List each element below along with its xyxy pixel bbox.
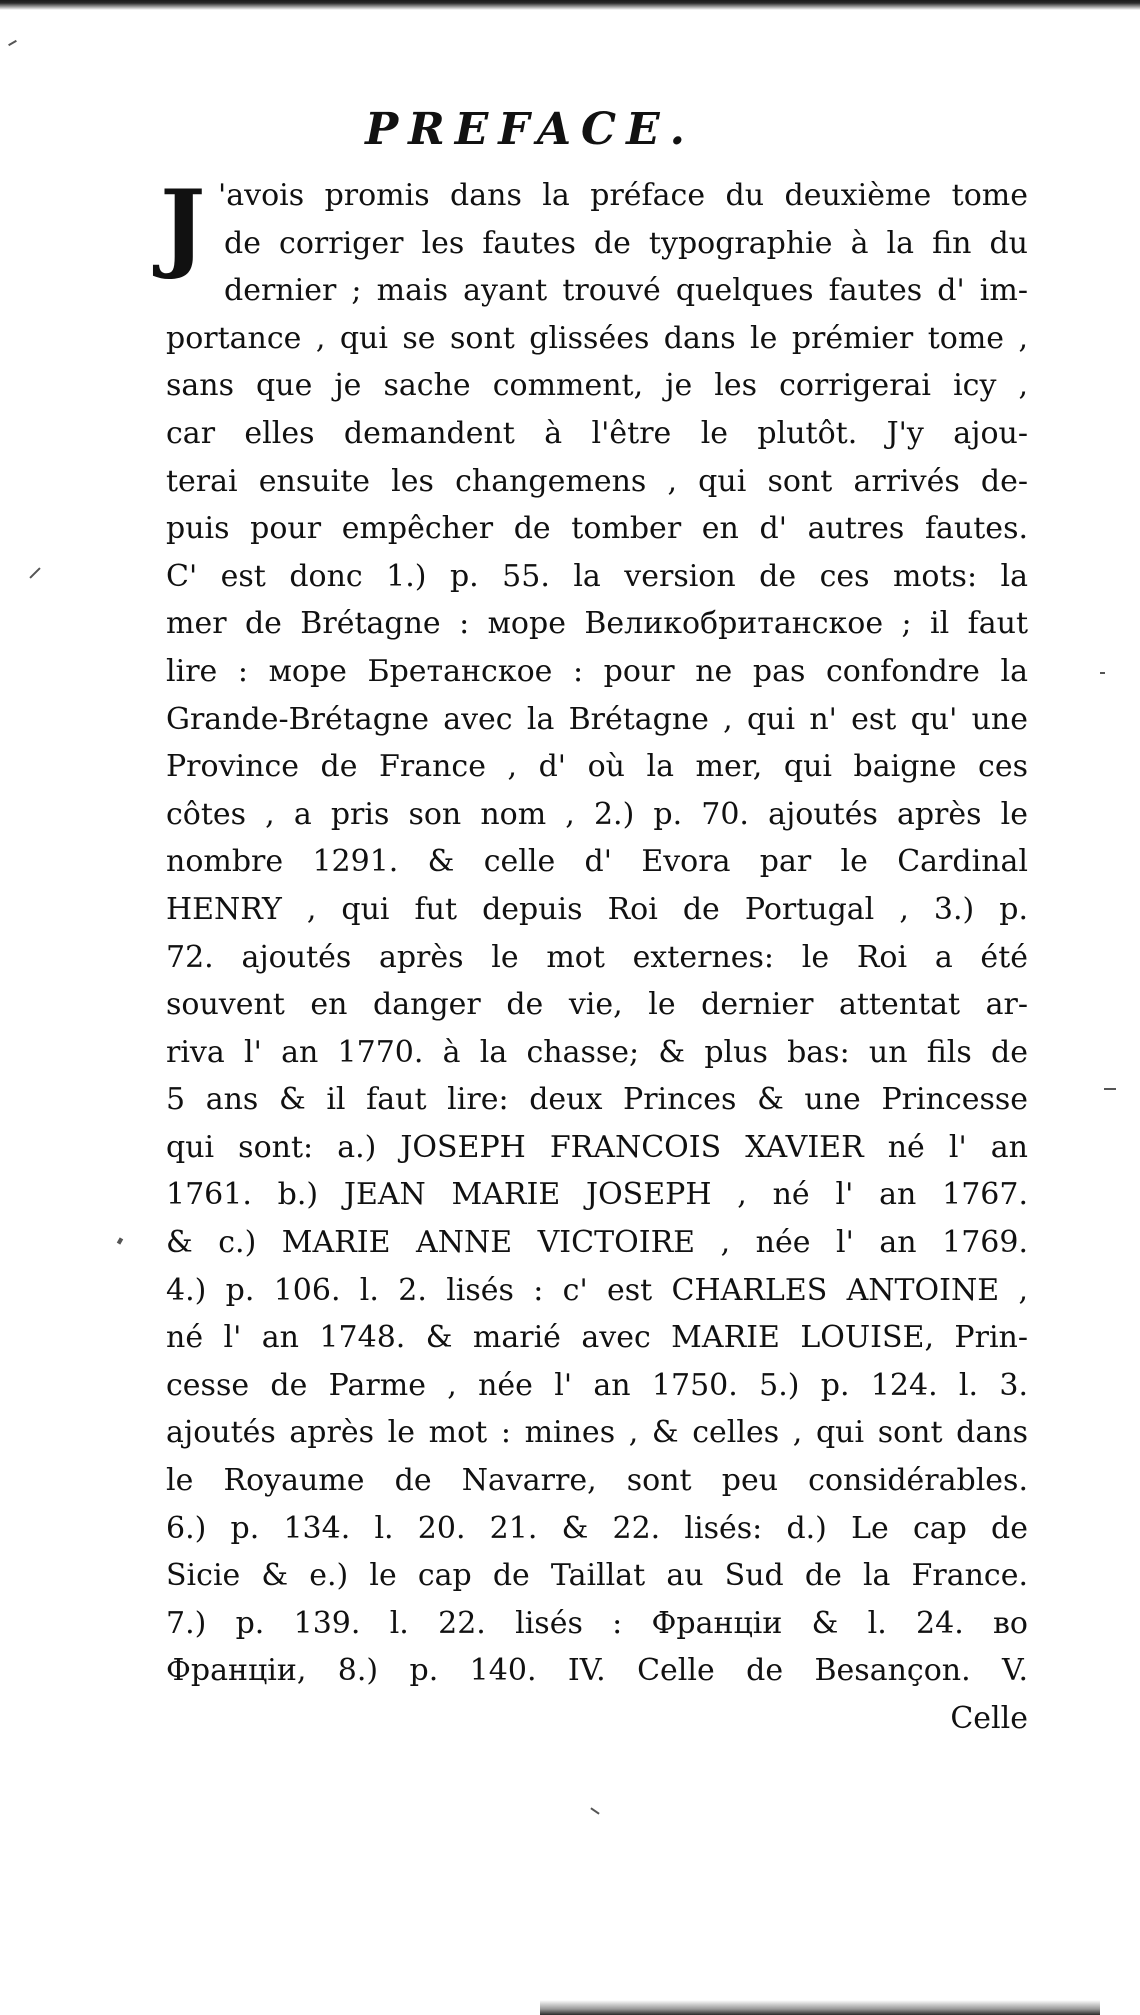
text-line: portance , qui se sont glissées dans le prémier tome ,	[166, 320, 1028, 356]
preface-text	[160, 169, 1028, 1743]
text-line: car elles demandent à l'être le plutôt. J'y ajou-	[166, 415, 1028, 451]
text-line: qui sont: a.) JOSEPH FRANCOIS XAVIER né l' an	[166, 1129, 1028, 1165]
scan-speck	[1100, 672, 1105, 674]
text-line: terai ensuite les changemens , qui sont arrivés de-	[166, 463, 1028, 499]
text-line: puis pour empêcher de tomber en d' autres fautes.	[166, 511, 1028, 547]
text-line: 1761. b.) JEAN MARIE JOSEPH , né l' an 1767.	[166, 1177, 1028, 1213]
text-line: 'avois promis dans la préface du deuxième tome	[218, 178, 1028, 213]
text-line: Province de France , d' où la mer, qui baigne ces	[166, 749, 1028, 785]
page-top-edge	[0, 0, 1140, 10]
text-line: 4.) p. 106. l. 2. lisés : c' est CHARLES ANTOINE ,	[166, 1272, 1028, 1308]
text-line: Grande-Brétagne avec la Brétagne , qui n' est qu' une	[166, 701, 1028, 737]
text-line: C' est donc 1.) p. 55. la version de ces mots: la	[166, 558, 1028, 594]
text-line: le Royaume de Navarre, sont peu considérables.	[166, 1463, 1028, 1499]
text-line: côtes , a pris son nom , 2.) p. 70. ajoutés après le	[166, 796, 1028, 832]
text-line: sans que je sache comment, je les corrigerai icy ,	[166, 368, 1028, 404]
scan-speck	[29, 567, 40, 578]
text-line: 7.) p. 139. l. 22. lisés : Франціи & l. 24. во	[166, 1605, 1028, 1641]
text-line: souvent en danger de vie, le dernier attentat ar-	[166, 987, 1028, 1023]
text-line: cesse de Parme , née l' an 1750. 5.) p. 124. l. 3.	[166, 1367, 1028, 1403]
text-line: 5 ans & il faut lire: deux Princes & une Princesse	[166, 1082, 1028, 1118]
text-line: ajoutés après le mot : mines , & celles , qui sont dans	[166, 1415, 1028, 1451]
scan-speck	[1104, 1088, 1116, 1090]
scan-speck	[590, 1807, 599, 1814]
text-line: 72. ajoutés après le mot externes: le Roi a été	[166, 939, 1028, 975]
text-line: 6.) p. 134. l. 20. 21. & 22. lisés: d.) Le cap de	[166, 1510, 1028, 1546]
scan-speck	[117, 1237, 123, 1244]
drop-cap-initial: J	[160, 169, 206, 282]
scan-speck	[8, 40, 17, 46]
text-line: Франціи, 8.) p. 140. IV. Celle de Besançon. V.	[166, 1653, 1028, 1689]
page-title: PREFACE.	[365, 104, 695, 155]
text-line: riva l' an 1770. à la chasse; & plus bas: un fils de	[166, 1034, 1028, 1070]
text-line: dernier ; mais ayant trouvé quelques fautes d' im-	[224, 273, 1028, 309]
text-line: né l' an 1748. & marié avec MARIE LOUISE, Prin-	[166, 1320, 1028, 1356]
text-line: mer de Brétagne : море Великобританское ; il faut	[166, 606, 1028, 642]
text-line: Sicie & e.) le cap de Taillat au Sud de la France.	[166, 1558, 1028, 1594]
catchword: Celle	[950, 1701, 1028, 1736]
text-line: lire : море Бретанское : pour ne pas confondre la	[166, 653, 1028, 689]
text-line: & c.) MARIE ANNE VICTOIRE , née l' an 1769.	[166, 1225, 1028, 1261]
text-line: nombre 1291. & celle d' Evora par le Cardinal	[166, 844, 1028, 880]
text-line: de corriger les fautes de typographie à la fin du	[224, 225, 1028, 261]
text-line: HENRY , qui fut depuis Roi de Portugal , 3.) p.	[166, 891, 1028, 927]
page-bottom-edge	[540, 2000, 1100, 2015]
